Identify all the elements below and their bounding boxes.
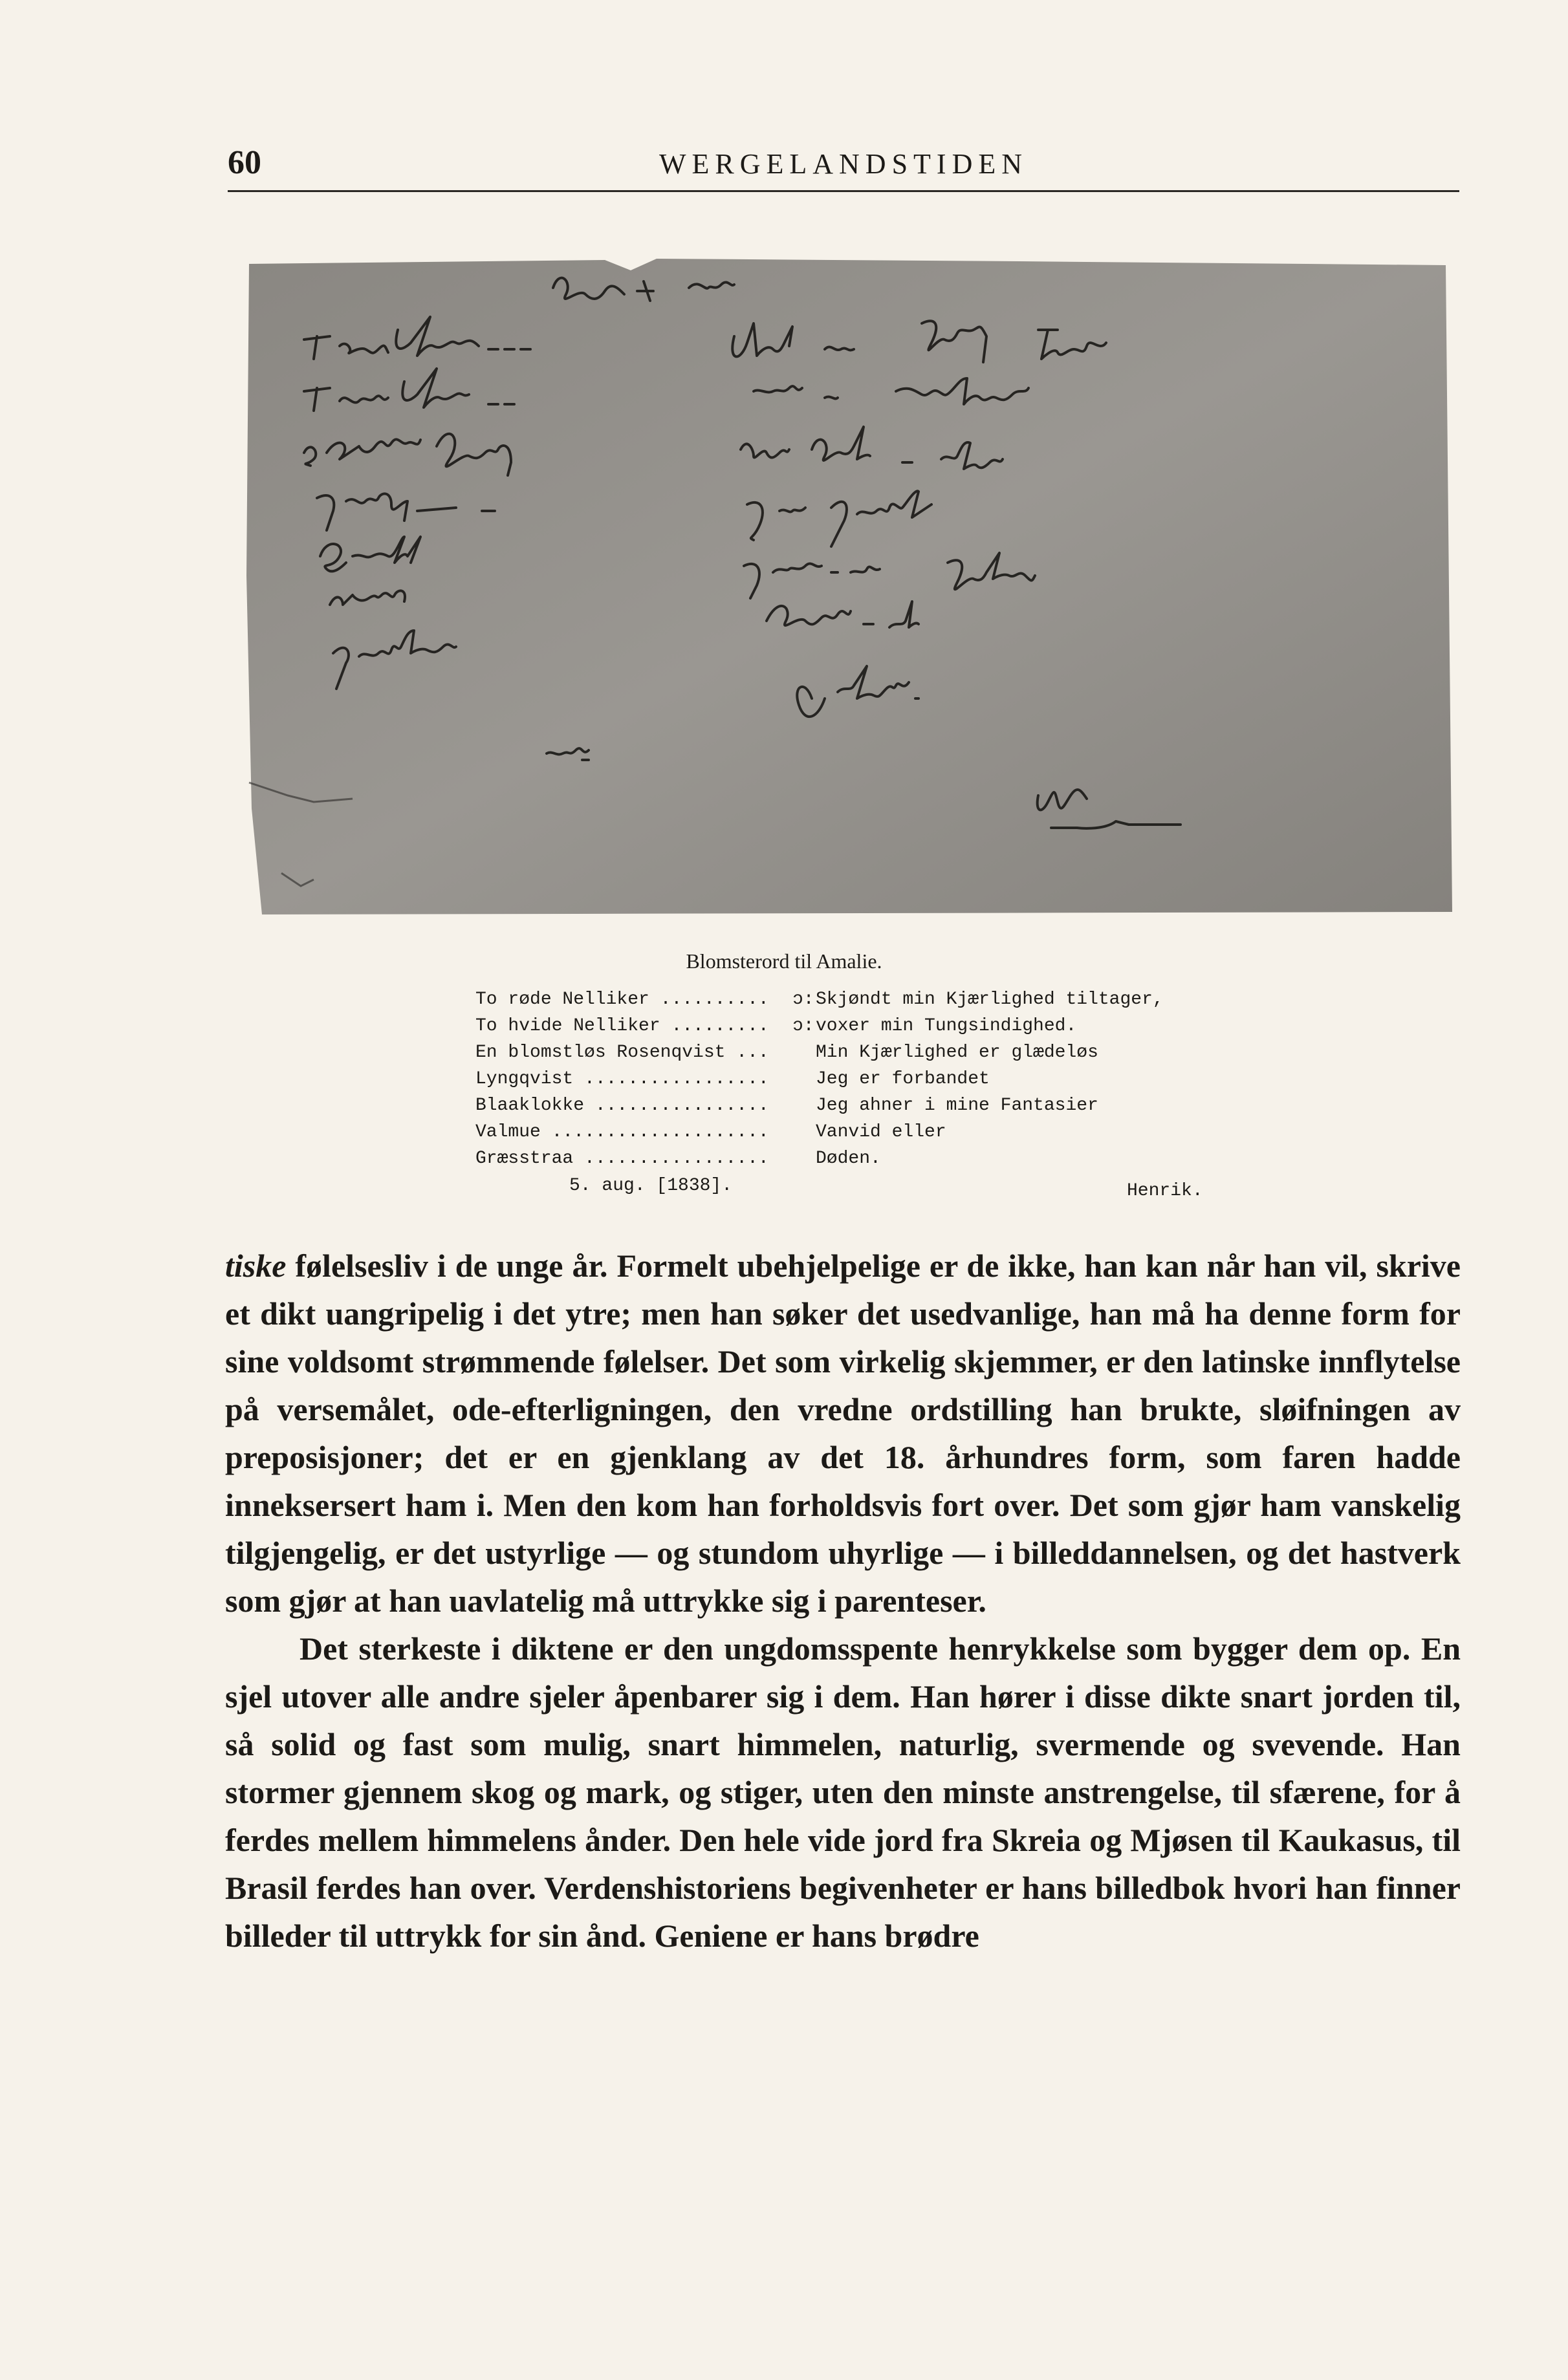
flower-name: To røde Nelliker .......... <box>475 990 769 1010</box>
meaning-mark <box>792 1092 816 1119</box>
meaning-mark <box>792 1066 816 1092</box>
flower-meaning: Vanvid eller <box>816 1122 946 1142</box>
flower-meaning: Jeg ahner i mine Fantasier <box>816 1096 1098 1116</box>
flower-meaning: Jeg er forbandet <box>816 1069 990 1089</box>
paragraph <box>225 1625 1461 1960</box>
meaning-mark: ɔ: <box>792 990 814 1010</box>
manuscript-image <box>243 252 1455 918</box>
caption-date: 5. aug. [1838]. <box>569 1176 733 1196</box>
flower-name: To hvide Nelliker ......... <box>475 1016 769 1036</box>
italic-word: tiske <box>225 1248 287 1284</box>
flower-name: Græsstraa ................. <box>475 1149 769 1169</box>
meaning-mark: ɔ: <box>792 1016 814 1036</box>
flower-name: En blomstløs Rosenqvist ... <box>475 1043 769 1063</box>
caption-row <box>475 1013 1232 1039</box>
flower-meaning: Skjøndt min Kjærlighed tiltager, <box>816 990 1164 1010</box>
paragraph <box>225 1242 1461 1625</box>
paragraph-text: følelsesliv i de unge år. Formelt ubehjelpelige er de ikke, han kan når han vil, skrive et dikt uangripelig i det ytre; men han søker det usedvanlige, han må ha denne form for sine voldsomt strømmende følelser. Det som virkelig skjemmer, er den latinske innflytelse på versemålet, ode-efterligningen, den vredne ordstilling han brukte, sløifningen av preposisjoner; det er en gjenklang av det 18. århundres form, som faren hadde inneksersert ham i. Men den kom han forholdsvis fort over. Det som gjør ham vanskelig tilgjengelig, er det ustyrlige — og stundom uhyrlige — i billeddannelsen, og det hastverk som gjør at han uavlatelig må uttrykke sig i parenteser. <box>225 1248 1461 1619</box>
meaning-mark <box>792 1039 816 1066</box>
caption-row <box>475 986 1232 1013</box>
flower-meaning: Døden. <box>816 1149 881 1169</box>
caption-row <box>475 1119 1232 1145</box>
caption-title: Blomsterord til Amalie. <box>686 949 882 973</box>
caption-row <box>475 1092 1232 1119</box>
running-title: WERGELANDSTIDEN <box>659 148 1029 180</box>
page-header <box>228 142 1459 192</box>
flower-meaning: Min Kjærlighed er glædeløs <box>816 1043 1098 1063</box>
flower-meaning: voxer min Tungsindighed. <box>816 1016 1077 1036</box>
flower-name: Blaaklokke ................ <box>475 1096 769 1116</box>
meaning-mark <box>792 1145 816 1172</box>
caption-row <box>475 1039 1232 1066</box>
caption-table <box>475 986 1232 1172</box>
body-text <box>225 1242 1461 1960</box>
flower-name: Valmue .................... <box>475 1122 769 1142</box>
manuscript-facsimile <box>243 252 1455 918</box>
meaning-mark <box>792 1119 816 1145</box>
page-number: 60 <box>228 144 261 181</box>
flower-name: Lyngqvist ................. <box>475 1069 769 1089</box>
caption-signature: Henrik. <box>1127 1181 1203 1201</box>
caption-row <box>475 1145 1232 1172</box>
paragraph-text: Det sterkeste i diktene er den ungdomsspente henrykkelse som bygger dem op. En sjel utover alle andre sjeler åpenbarer sig i dem. Han hører i disse dikte snart jorden til, så solid og fast som mulig, snart himmelen, naturlig, svermende og svevende. Han stormer gjennem skog og mark, og stiger, uten den minste anstrengelse, til sfærene, for å ferdes mellem himmelens ånder. Den hele vide jord fra Skreia og Mjøsen til Kaukasus, til Brasil ferdes han over. Verdenshistoriens begivenheter er hans billedbok hvori han finner billeder til uttrykk for sin ånd. Geniene er hans brødre <box>225 1630 1461 1954</box>
caption-row <box>475 1066 1232 1092</box>
